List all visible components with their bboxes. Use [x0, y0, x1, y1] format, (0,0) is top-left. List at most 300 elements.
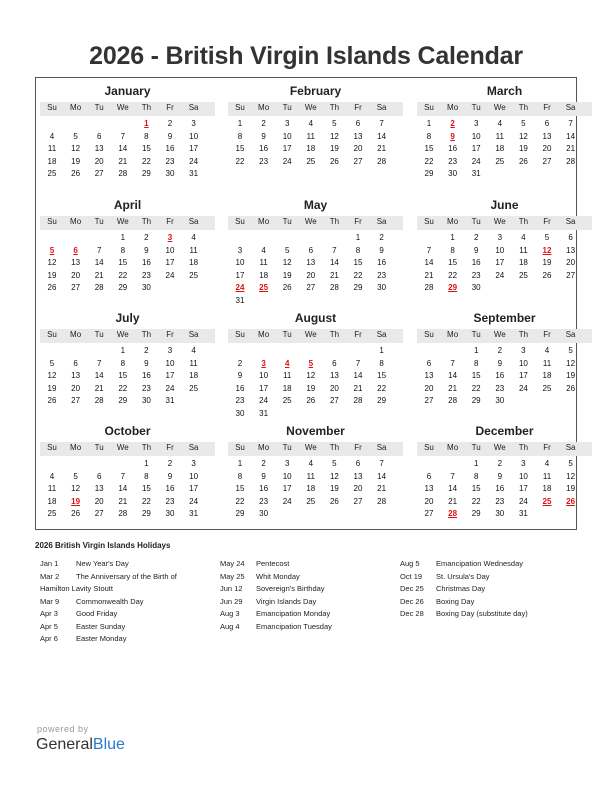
day-cell: 11 — [495, 131, 504, 141]
holiday-date: Jun 12 — [220, 584, 243, 593]
day-cell: 1 — [144, 459, 149, 468]
day-cell: 5 — [73, 471, 78, 481]
weekday-label: Su — [47, 103, 57, 112]
holiday-name: Pentecost — [256, 559, 290, 568]
day-cell: 22 — [424, 156, 434, 166]
day-cell: 31 — [189, 509, 199, 519]
weekday-label: Fr — [543, 217, 551, 226]
day-cell: 7 — [332, 245, 337, 255]
day-cell: 13 — [94, 144, 104, 154]
holiday-date: Jun 29 — [220, 596, 243, 606]
day-cell: 29 — [471, 509, 481, 519]
day-cell: 4 — [49, 471, 55, 481]
day-cell: 24 — [259, 396, 269, 406]
day-cell: 1 — [426, 119, 432, 128]
day-cell: 12 — [566, 471, 576, 481]
weekday-header-row — [417, 216, 592, 230]
day-cell: 6 — [568, 233, 573, 242]
day-cell: 17 — [189, 484, 199, 494]
day-cell: 9 — [167, 471, 173, 481]
weekday-label: Mo — [447, 330, 459, 339]
day-cell: 23 — [235, 396, 245, 406]
day-cell: 13 — [306, 258, 316, 268]
weekday-label: Tu — [94, 443, 104, 452]
day-cell: 19 — [47, 383, 57, 393]
day-cell: 25 — [495, 156, 505, 166]
day-cell: 13 — [71, 258, 81, 268]
day-cell: 14 — [566, 131, 576, 141]
day-cell: 28 — [94, 283, 104, 293]
day-cell: 4 — [497, 119, 503, 128]
day-cell: 29 — [377, 396, 387, 406]
day-cell: 20 — [542, 144, 552, 154]
holiday-name: Sovereign's Birthday — [256, 584, 325, 593]
weekday-label: Su — [424, 330, 434, 339]
day-cell: 24 — [165, 383, 175, 393]
holiday-name: St. Ursula's Day — [436, 571, 490, 581]
holiday-name: New Year's Day — [76, 559, 129, 568]
day-cell: 27 — [94, 169, 104, 179]
day-cell: 21 — [377, 484, 387, 494]
day-cell: 20 — [71, 383, 81, 393]
day-cell: 19 — [329, 144, 339, 154]
day-cell: 1 — [379, 346, 384, 355]
day-cell: 15 — [424, 144, 434, 154]
day-cell: 25 — [47, 509, 57, 519]
day-cell: 23 — [471, 270, 481, 280]
day-cell: 15 — [118, 258, 128, 268]
day-cell: 19 — [542, 258, 552, 268]
weekday-label: Sa — [565, 103, 576, 112]
weekday-header-row — [40, 216, 215, 230]
weekday-label: We — [304, 217, 317, 226]
day-cell: 8 — [473, 358, 479, 368]
day-cell: 9 — [497, 358, 503, 368]
holiday-date: May 24 — [220, 559, 245, 568]
day-cell: 25 — [518, 270, 528, 280]
weekday-label: We — [493, 103, 506, 112]
weekday-label: We — [493, 330, 506, 339]
day-cell: 23 — [495, 496, 505, 506]
weekday-label: Th — [518, 330, 529, 339]
day-cell: 16 — [165, 144, 175, 154]
weekday-label: Su — [235, 103, 245, 112]
holiday-date: Dec 25 — [400, 584, 424, 593]
day-cell: 16 — [448, 144, 458, 154]
day-cell: 16 — [259, 144, 269, 154]
day-cell: 18 — [259, 270, 269, 280]
day-cell: 6 — [544, 119, 550, 128]
month-november — [228, 420, 403, 533]
day-cell: 2 — [261, 119, 266, 128]
weekday-label: Sa — [188, 103, 199, 112]
day-cell: 26 — [542, 270, 552, 280]
day-cell: 18 — [518, 258, 528, 268]
day-cell: 27 — [353, 496, 363, 506]
weekday-header-row — [40, 329, 215, 343]
month-march — [417, 80, 592, 193]
day-cell: 26 — [71, 509, 81, 519]
day-cell: 25 — [189, 383, 199, 393]
day-cell: 23 — [259, 496, 269, 506]
weekday-label: Mo — [70, 443, 82, 452]
day-cell: 30 — [165, 169, 175, 179]
day-cell: 23 — [259, 156, 269, 166]
day-cell: 17 — [471, 144, 481, 154]
day-cell: 28 — [353, 396, 363, 406]
weekday-label: Th — [518, 443, 529, 452]
day-cell: 31 — [189, 169, 199, 179]
holiday-day-cell: 6 — [73, 245, 78, 255]
month-name: May — [303, 198, 328, 212]
day-cell: 15 — [118, 371, 128, 381]
day-cell: 11 — [47, 144, 57, 154]
day-cell: 23 — [165, 156, 175, 166]
weekday-label: Mo — [447, 217, 459, 226]
day-cell: 10 — [235, 258, 245, 268]
weekday-label: Tu — [471, 443, 481, 452]
day-cell: 20 — [424, 496, 434, 506]
day-cell: 15 — [141, 484, 151, 494]
day-cell: 16 — [495, 371, 505, 381]
weekday-label: We — [493, 443, 506, 452]
day-cell: 28 — [118, 169, 128, 179]
holiday-date: Aug 5 — [400, 559, 420, 568]
month-june — [417, 194, 592, 307]
day-cell: 29 — [141, 169, 151, 179]
day-cell: 4 — [191, 233, 196, 242]
weekday-label: Sa — [188, 217, 199, 226]
day-cell: 6 — [96, 131, 102, 141]
day-cell: 30 — [165, 509, 175, 519]
day-cell: 14 — [448, 371, 458, 381]
holidays-title: 2026 British Virgin Islands Holidays — [35, 541, 171, 550]
day-cell: 14 — [377, 471, 387, 481]
holiday-date: Mar 2 — [40, 571, 60, 581]
day-cell: 9 — [144, 245, 149, 255]
logo-general-text: General — [36, 736, 93, 753]
day-cell: 4 — [521, 233, 526, 242]
day-cell: 7 — [120, 131, 126, 141]
day-cell: 11 — [189, 358, 198, 368]
day-cell: 20 — [424, 383, 434, 393]
day-cell: 5 — [332, 119, 337, 128]
day-cell: 28 — [377, 496, 387, 506]
day-cell: 2 — [473, 233, 479, 242]
day-cell: 21 — [329, 270, 339, 280]
weekday-label: We — [304, 103, 317, 112]
holiday-day-cell: 4 — [284, 358, 290, 368]
day-cell: 13 — [424, 371, 434, 381]
day-cell: 30 — [141, 396, 151, 406]
day-cell: 12 — [71, 484, 81, 494]
weekday-label: Th — [329, 330, 340, 339]
weekday-label: Su — [424, 443, 434, 452]
holiday-name: Virgin Islands Day — [256, 596, 317, 606]
day-cell: 22 — [118, 270, 128, 280]
day-cell: 3 — [521, 459, 526, 468]
weekday-label: Th — [329, 443, 340, 452]
month-october — [40, 420, 215, 533]
day-cell: 24 — [165, 270, 175, 280]
day-cell: 21 — [353, 383, 363, 393]
month-september — [417, 307, 592, 420]
holiday-date: Dec 26 — [400, 596, 424, 606]
day-cell: 3 — [284, 119, 290, 128]
day-cell: 8 — [144, 471, 149, 481]
day-cell: 29 — [141, 509, 151, 519]
day-cell: 6 — [355, 119, 361, 128]
day-cell: 26 — [47, 396, 57, 406]
weekday-label: Th — [518, 217, 529, 226]
day-cell: 6 — [355, 459, 361, 468]
day-cell: 15 — [235, 484, 245, 494]
weekday-label: Mo — [258, 103, 270, 112]
day-cell: 10 — [165, 245, 175, 255]
day-cell: 24 — [471, 156, 481, 166]
day-cell: 16 — [235, 383, 245, 393]
day-cell: 14 — [448, 484, 458, 494]
month-name: August — [294, 311, 337, 325]
day-cell: 24 — [495, 270, 505, 280]
month-name: March — [486, 84, 523, 98]
day-cell: 10 — [189, 131, 199, 141]
month-name: January — [104, 84, 151, 98]
day-cell: 24 — [282, 496, 292, 506]
weekday-label: Sa — [565, 217, 576, 226]
day-cell: 19 — [306, 383, 316, 393]
day-cell: 3 — [473, 119, 479, 128]
holiday-day-cell: 3 — [261, 358, 266, 368]
weekday-label: Mo — [447, 103, 459, 112]
day-cell: 22 — [235, 156, 245, 166]
day-cell: 16 — [165, 484, 175, 494]
day-cell: 8 — [120, 358, 126, 368]
holiday-name: Emancipation Tuesday — [256, 621, 332, 631]
weekday-header-row — [417, 329, 592, 343]
day-cell: 6 — [426, 358, 432, 368]
day-cell: 22 — [235, 496, 245, 506]
month-january — [40, 80, 215, 193]
month-name: July — [115, 311, 140, 325]
day-cell: 8 — [379, 358, 384, 368]
weekday-label: Th — [141, 217, 152, 226]
day-cell: 12 — [47, 371, 57, 381]
day-cell: 13 — [353, 471, 363, 481]
day-cell: 5 — [544, 233, 550, 242]
holiday-day-cell: 28 — [448, 509, 458, 519]
weekday-label: Fr — [166, 103, 174, 112]
day-cell: 6 — [96, 471, 102, 481]
day-cell: 2 — [167, 459, 173, 468]
day-cell: 29 — [118, 283, 128, 293]
day-cell: 18 — [306, 144, 316, 154]
day-cell: 15 — [448, 258, 458, 268]
day-cell: 1 — [237, 119, 243, 128]
day-cell: 28 — [118, 509, 128, 519]
day-cell: 22 — [141, 496, 151, 506]
month-name: October — [104, 424, 151, 438]
day-cell: 3 — [521, 346, 526, 355]
weekday-label: Tu — [471, 217, 481, 226]
day-cell: 13 — [353, 131, 363, 141]
day-cell: 10 — [259, 371, 269, 381]
day-cell: 14 — [118, 484, 128, 494]
day-cell: 27 — [424, 396, 434, 406]
weekday-label: Su — [235, 217, 245, 226]
day-cell: 30 — [141, 283, 151, 293]
day-cell: 28 — [424, 283, 434, 293]
day-cell: 23 — [165, 496, 175, 506]
day-cell: 24 — [189, 156, 199, 166]
holiday-date: Mar 9 — [40, 596, 60, 606]
day-cell: 21 — [566, 144, 576, 154]
day-cell: 13 — [424, 484, 434, 494]
day-cell: 30 — [448, 169, 458, 179]
day-cell: 1 — [355, 233, 361, 242]
month-august — [228, 307, 403, 420]
holiday-date: Dec 28 — [400, 609, 424, 618]
holiday-day-cell: 19 — [71, 496, 81, 506]
day-cell: 13 — [94, 484, 104, 494]
weekday-label: Fr — [354, 330, 362, 339]
day-cell: 18 — [542, 371, 552, 381]
weekday-label: Mo — [70, 217, 82, 226]
day-cell: 5 — [568, 346, 573, 355]
day-cell: 20 — [94, 156, 104, 166]
day-cell: 28 — [448, 396, 458, 406]
holiday-name: Boxing Day (substitute day) — [436, 609, 528, 618]
day-cell: 11 — [542, 358, 552, 368]
weekday-label: Tu — [471, 103, 481, 112]
month-name: December — [475, 424, 534, 438]
day-cell: 30 — [471, 283, 481, 293]
month-name: September — [473, 311, 536, 325]
holiday-name: Easter Monday — [76, 634, 127, 643]
day-cell: 25 — [306, 496, 316, 506]
day-cell: 30 — [495, 509, 505, 519]
day-cell: 19 — [282, 270, 292, 280]
day-cell: 7 — [355, 358, 361, 368]
day-cell: 8 — [473, 471, 479, 481]
day-cell: 13 — [566, 245, 576, 255]
day-cell: 20 — [566, 258, 576, 268]
month-december — [417, 420, 592, 533]
day-cell: 17 — [165, 258, 175, 268]
day-cell: 10 — [165, 358, 175, 368]
month-name: February — [289, 84, 342, 98]
weekday-label: Sa — [376, 330, 387, 339]
generalblue-logo[interactable] — [36, 736, 125, 754]
calendar-frame — [35, 77, 577, 530]
weekday-label: Tu — [94, 103, 104, 112]
day-cell: 24 — [518, 496, 528, 506]
day-cell: 7 — [96, 358, 102, 368]
day-cell: 27 — [94, 509, 104, 519]
day-cell: 26 — [282, 283, 292, 293]
holiday-name: Easter Sunday — [76, 621, 126, 631]
day-cell: 21 — [94, 383, 104, 393]
weekday-label: We — [116, 103, 129, 112]
holiday-name: Good Friday — [76, 609, 118, 618]
weekday-label: Th — [141, 103, 152, 112]
day-cell: 3 — [191, 119, 196, 128]
day-cell: 3 — [497, 233, 503, 242]
weekday-label: Tu — [94, 330, 104, 339]
holiday-day-cell: 12 — [542, 245, 552, 255]
day-cell: 27 — [71, 396, 81, 406]
month-april — [40, 194, 215, 307]
day-cell: 2 — [144, 346, 149, 355]
holiday-name: Emancipation Wednesday — [436, 559, 523, 568]
day-cell: 14 — [94, 371, 104, 381]
weekday-label: Tu — [282, 103, 292, 112]
holiday-day-cell: 3 — [167, 233, 173, 242]
day-cell: 5 — [332, 459, 337, 468]
day-cell: 10 — [471, 131, 481, 141]
day-cell: 18 — [495, 144, 505, 154]
day-cell: 8 — [237, 131, 243, 141]
day-cell: 11 — [283, 371, 292, 381]
day-cell: 14 — [353, 371, 363, 381]
weekday-label: Mo — [258, 443, 270, 452]
day-cell: 29 — [353, 283, 363, 293]
day-cell: 25 — [306, 156, 316, 166]
day-cell: 30 — [259, 509, 269, 519]
day-cell: 13 — [542, 131, 552, 141]
day-cell: 26 — [306, 396, 316, 406]
day-cell: 17 — [495, 258, 505, 268]
day-cell: 12 — [282, 258, 292, 268]
day-cell: 1 — [473, 346, 479, 355]
holiday-date: Apr 6 — [40, 634, 58, 643]
holiday-day-cell: 5 — [308, 358, 314, 368]
month-name: November — [286, 424, 345, 438]
day-cell: 18 — [47, 156, 57, 166]
holiday-date: May 25 — [220, 571, 245, 581]
day-cell: 29 — [118, 396, 128, 406]
day-cell: 11 — [519, 245, 528, 255]
day-cell: 22 — [353, 270, 363, 280]
day-cell: 8 — [144, 131, 149, 141]
day-cell: 2 — [144, 233, 149, 242]
holiday-date: Apr 5 — [40, 621, 58, 631]
day-cell: 9 — [144, 358, 149, 368]
day-cell: 2 — [167, 119, 173, 128]
day-cell: 9 — [379, 245, 384, 255]
weekday-label: Su — [235, 443, 245, 452]
weekday-label: Sa — [376, 217, 387, 226]
day-cell: 3 — [191, 459, 196, 468]
day-cell: 26 — [47, 283, 57, 293]
day-cell: 1 — [450, 233, 455, 242]
month-name: June — [490, 198, 519, 212]
month-february — [228, 80, 403, 193]
day-cell: 23 — [141, 383, 151, 393]
day-cell: 2 — [497, 459, 503, 468]
day-cell: 23 — [448, 156, 458, 166]
day-cell: 31 — [165, 396, 175, 406]
weekday-label: Fr — [354, 443, 362, 452]
day-cell: 8 — [426, 131, 432, 141]
holiday-name: Commonwealth Day — [76, 596, 144, 606]
day-cell: 18 — [542, 484, 552, 494]
page-title: 2026 - British Virgin Islands Calendar — [89, 42, 523, 70]
day-cell: 19 — [71, 156, 81, 166]
day-cell: 21 — [448, 496, 458, 506]
weekday-label: Su — [235, 330, 245, 339]
day-cell: 2 — [261, 459, 266, 468]
